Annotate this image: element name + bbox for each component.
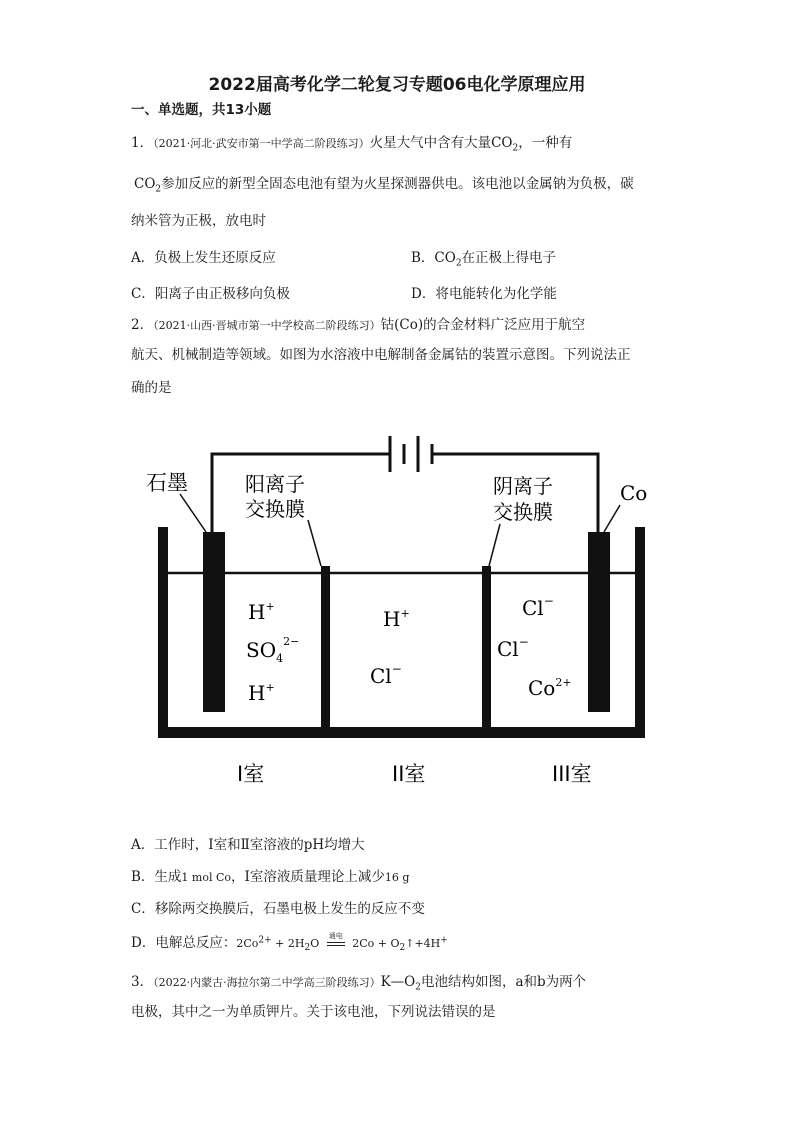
q1-option-b-pre: B．CO bbox=[411, 250, 456, 266]
ion-cobalt: $Co^{2+}$ bbox=[528, 676, 572, 700]
q1-stem-text: 火星大气中含有大量CO bbox=[369, 135, 513, 151]
label-anion-membrane-1: 阴离子 bbox=[493, 474, 553, 498]
ion-chloride-1: Cl− bbox=[370, 662, 402, 688]
cation-exchange-membrane bbox=[321, 566, 330, 728]
q1-co2-sub: 2 bbox=[155, 184, 162, 195]
label-room-1: I室 bbox=[237, 762, 265, 786]
electrolytic-tank bbox=[158, 527, 645, 738]
label-cation-membrane-2: 交换膜 bbox=[245, 497, 305, 521]
q1-option-d[interactable]: D．将电能转化为化学能 bbox=[411, 286, 557, 302]
q2-option-b-mass: 16 g bbox=[384, 871, 410, 884]
q2-number: 2． bbox=[131, 317, 154, 333]
pointer-cation-membrane bbox=[308, 520, 321, 566]
q2-line2: 航天、机械制造等领域。如图为水溶液中电解制备金属钴的装置示意图。下列说法正 bbox=[131, 347, 631, 363]
q2-option-a[interactable]: A．工作时，Ⅰ室和Ⅱ室溶液的pH均增大 bbox=[131, 837, 365, 853]
label-graphite: 石墨 bbox=[146, 471, 188, 495]
ion-chloride-3: Cl− bbox=[497, 635, 529, 661]
pointer-graphite bbox=[180, 494, 206, 532]
ion-h-plus-3: H+ bbox=[383, 607, 410, 631]
q1-option-a[interactable]: A．负极上发生还原反应 bbox=[131, 250, 276, 266]
ion-chloride-2: Cl− bbox=[522, 594, 554, 620]
ion-sulfate: $SO_4^{2-}$ bbox=[246, 635, 300, 665]
ion-h-plus-1: H+ bbox=[248, 600, 275, 624]
pointer-anion-membrane bbox=[489, 524, 500, 566]
q3-line2: 电极，其中之一为单质钾片。关于该电池，下列说法错误的是 bbox=[131, 1004, 496, 1020]
q2-source: （2021·山西·晋城市第一中学校高二阶段练习） bbox=[153, 319, 381, 332]
q1-number: 1． bbox=[131, 135, 154, 151]
q2-option-b[interactable] bbox=[131, 868, 409, 887]
q2-option-b-mol: 1 mol Co bbox=[181, 871, 232, 884]
q3-k-o2-sub: 2 bbox=[415, 982, 421, 993]
q2-option-b-text: ，Ⅰ室溶液质量理论上减少 bbox=[231, 869, 385, 885]
q2-option-d[interactable] bbox=[131, 934, 448, 953]
label-room-2: II室 bbox=[392, 762, 426, 786]
q1-source: （2021·河北·武安市第一中学高二阶段练习） bbox=[153, 137, 370, 150]
q2-option-b-pre: B．生成 bbox=[131, 869, 182, 885]
q1-line2-text: 参加反应的新型全固态电池有望为火星探测器供电。该电池以金属钠为负极，碳 bbox=[161, 176, 634, 192]
q1-stem-sub: 2 bbox=[512, 143, 519, 154]
q1-co2: CO bbox=[134, 176, 156, 192]
q3-number: 3． bbox=[131, 974, 154, 990]
label-cation-membrane-1: 阳离子 bbox=[245, 472, 305, 496]
q3-stem bbox=[131, 973, 586, 992]
cobalt-electrode bbox=[588, 532, 610, 712]
pointer-co bbox=[604, 505, 620, 532]
q2-option-c[interactable]: C．移除两交换膜后，石墨电极上发生的反应不变 bbox=[131, 901, 425, 917]
page-title: 2022届高考化学二轮复习专题06电化学原理应用 bbox=[208, 75, 586, 95]
battery-icon bbox=[390, 436, 432, 472]
equation-arrow: 通电 bbox=[323, 935, 349, 953]
section-heading: 一、单选题，共13小题 bbox=[131, 102, 272, 118]
ion-h-plus-2: H+ bbox=[248, 681, 275, 705]
q1-option-c[interactable]: C．阳离子由正极移向负极 bbox=[131, 286, 290, 302]
q1-stem-end: ，一种有 bbox=[518, 135, 573, 151]
q2-line3: 确的是 bbox=[131, 380, 172, 396]
q2-stem-text: 钴(Co)的合金材料广泛应用于航空 bbox=[380, 317, 586, 333]
q2-equation: $2Co^{2+} + 2H_2O$ 通电 $2Co + O_2↑+4H^+$ bbox=[236, 932, 448, 954]
q3-source: （2022·内蒙古·海拉尔第二中学高三阶段练习） bbox=[153, 976, 381, 989]
q1-line3: 纳米管为正极，放电时 bbox=[131, 213, 266, 229]
q1-option-b-text: 在正极上得电子 bbox=[461, 250, 557, 266]
q2-option-d-pre: D．电解总反应： bbox=[131, 935, 237, 951]
label-room-3: III室 bbox=[552, 762, 592, 786]
graphite-electrode bbox=[203, 532, 225, 712]
q1-option-b-sub: 2 bbox=[455, 258, 462, 269]
q3-stem-text: 电池结构如图，a和b为两个 bbox=[420, 974, 587, 990]
anion-exchange-membrane bbox=[482, 566, 491, 728]
label-co: Co bbox=[620, 481, 648, 505]
label-anion-membrane-2: 交换膜 bbox=[493, 500, 553, 524]
q3-k-o2: K—O bbox=[380, 974, 416, 990]
